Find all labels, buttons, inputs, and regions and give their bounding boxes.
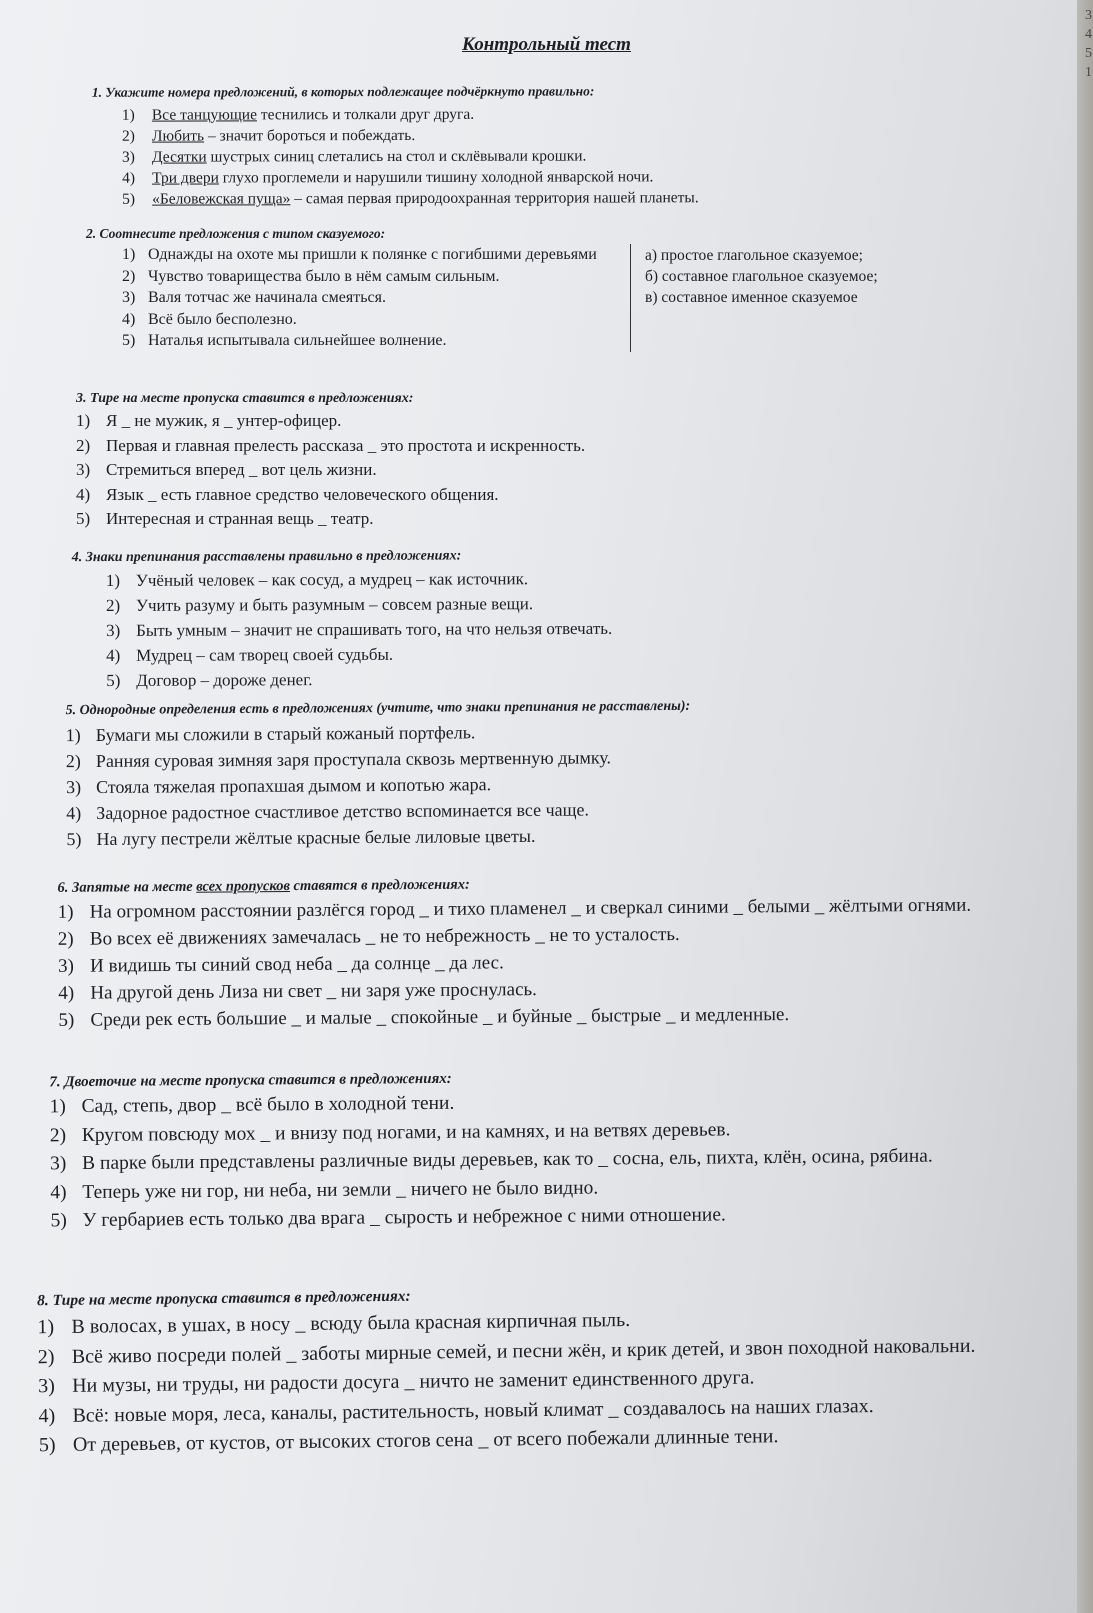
question-6: [57, 872, 1038, 1034]
option-number: 5): [66, 829, 82, 850]
underlined-subject: «Беловежская пуща»: [152, 190, 291, 208]
predicate-types-column: [631, 244, 878, 352]
predicate-type: а) простое глагольное сказуемое;: [645, 247, 863, 264]
option-text: Ни музы, ни труды, ни радости досуга _ ничто не заменит единственного друга.: [72, 1366, 755, 1397]
margin-digit: 5: [1085, 46, 1092, 61]
predicate-type: в) составное именное сказуемое: [645, 289, 858, 306]
question-3: [76, 391, 585, 532]
document-title: Контрольный тест: [462, 34, 631, 55]
question-1-option: [92, 103, 699, 126]
question-2-heading: 2. Соотнесите предложения с типом сказуемого:: [86, 226, 386, 241]
option-text: Однажды на охоте мы пришли к полянке с погибшими деревьями: [148, 246, 597, 263]
option-text: Валя тотчас же начинала смеяться.: [148, 289, 386, 306]
option-number: 3): [66, 777, 82, 798]
question-1-option: [92, 187, 699, 210]
underlined-subject: Все танцующие: [151, 106, 257, 124]
margin-digit: 4: [1085, 27, 1092, 42]
option-number: 4): [50, 1181, 67, 1203]
option-number: 4): [66, 803, 82, 824]
option-text: Язык _ есть главное средство человеческого общения.: [106, 484, 499, 504]
option-text: Задорное радостное счастливое детство вспоминается все чаще.: [96, 799, 590, 823]
option-text: Во всех её движениях замечалась _ не то небрежность _ не то усталость.: [89, 923, 680, 950]
option-number: 4): [106, 645, 121, 666]
option-number: 1): [65, 725, 81, 746]
option-number: 2): [121, 127, 135, 145]
question-1-heading: 1. Укажите номера предложений, в которых подлежащее подчёркнуто правильно:: [91, 83, 595, 100]
option-number: 1): [76, 411, 91, 430]
option-text: Кругом повсюду мох _ и внизу под ногами, и на камнях, и на ветвях деревьев.: [81, 1118, 731, 1146]
option-text: [152, 104, 474, 126]
question-1-option: [92, 166, 699, 189]
option-number: 2): [57, 928, 74, 950]
heading-part: 6. Запятые на месте: [57, 878, 197, 896]
matching-table: [86, 244, 986, 352]
option-number: 2): [105, 595, 121, 616]
question-1: [92, 83, 699, 210]
option-number: 5): [122, 332, 136, 349]
option-number: 4): [58, 982, 75, 1004]
option-text: [152, 187, 699, 209]
question-7: [49, 1066, 1040, 1236]
heading-part: ставятся в предложениях:: [289, 876, 470, 895]
question-8: [37, 1280, 1059, 1461]
option-text-rest: глухо проглемели и нарушили тишину холодной январской ночи.: [218, 168, 654, 187]
option-text: [152, 166, 653, 188]
option-number: 3): [38, 1375, 55, 1398]
question-2-sentence: [122, 266, 622, 288]
question-1-option: [92, 124, 699, 147]
question-7-heading: 7. Двоеточие на месте пропуска ставится в предложениях:: [49, 1070, 452, 1091]
option-text: В парке были представлены различные виды деревьев, как то _ сосна, ель, пихта, клён, осина, рябина.: [82, 1145, 933, 1175]
option-text: Интересная и странная вещь _ театр.: [106, 509, 374, 528]
question-2: [86, 226, 986, 352]
option-text-rest: – значит бороться и побеждать.: [204, 126, 416, 145]
option-text: [152, 125, 415, 147]
option-number: 5): [58, 1009, 75, 1031]
sentences-column: [86, 244, 631, 352]
option-text: Учить разуму и быть разумным – совсем разные вещи.: [135, 594, 534, 615]
option-number: 1): [122, 246, 136, 263]
question-2-sentence: [122, 309, 622, 331]
option-text: Сад, степь, двор _ всё было в холодной тени.: [81, 1092, 455, 1118]
option-text: Стремиться вперед _ вот цель жизни.: [106, 460, 377, 479]
option-text: В волосах, в ушах, в носу _ всюду была красная кирпичная пыль.: [71, 1308, 631, 1338]
option-number: 2): [76, 435, 91, 455]
option-text: Чувство товарищества было в нём самым сильным.: [148, 267, 500, 285]
option-number: 4): [38, 1404, 56, 1427]
question-3-option: [76, 507, 585, 532]
question-3-option: [76, 434, 585, 459]
option-number: 4): [122, 310, 136, 328]
option-text: У гербариев есть только два врага _ сырость и небрежное с ними отношение.: [82, 1204, 726, 1232]
option-text: Учёный человек – как сосуд, а мудрец – как источник.: [135, 569, 529, 590]
option-number: 3): [122, 148, 135, 166]
option-text: Бумаги мы сложили в старый кожаный портфель.: [95, 722, 476, 745]
option-number: 1): [49, 1096, 66, 1118]
question-3-option: [76, 409, 585, 434]
question-4-option: [72, 566, 612, 593]
question-5: [65, 699, 691, 852]
option-text: От деревьев, от кустов, от высоких стогов сена _ от всего побежали длинные тени.: [72, 1425, 779, 1456]
option-text: Теперь уже ни гор, ни неба, ни земли _ ничего не было видно.: [82, 1177, 599, 1203]
option-number: 2): [49, 1124, 67, 1146]
option-text: На другой день Лиза ни свет _ ни заря уже проснулась.: [90, 979, 537, 1004]
option-text-rest: теснились и толкали друг друга.: [256, 105, 475, 124]
option-number: 3): [58, 955, 74, 977]
option-number: 5): [50, 1210, 67, 1232]
option-number: 5): [106, 670, 121, 691]
option-text: Наталья испытывала сильнейшее волнение.: [148, 332, 447, 349]
underlined-subject: Любить: [151, 127, 205, 145]
option-number: 1): [121, 106, 135, 124]
option-text: И видишь ты синий свод неба _ да солнце _ да лес.: [90, 952, 504, 977]
option-number: 1): [57, 901, 74, 923]
question-2-sentence: [122, 330, 622, 352]
option-number: 5): [122, 190, 136, 208]
option-number: 3): [50, 1153, 67, 1175]
option-number: 1): [105, 570, 121, 591]
margin-digit: 1: [1085, 65, 1092, 80]
page-edge: [1077, 0, 1093, 1613]
option-number: 3): [122, 289, 136, 306]
heading-underlined: всех пропусков: [196, 878, 290, 895]
question-4-option: [72, 616, 612, 643]
question-3-option: [76, 483, 585, 508]
question-4-option: [72, 591, 612, 618]
question-5-option: [66, 822, 691, 852]
question-3-option: [76, 458, 585, 483]
question-2-sentence: [122, 287, 622, 309]
option-number: 2): [65, 751, 81, 772]
margin-digit: 3: [1085, 8, 1092, 23]
option-text: Всё: новые моря, леса, каналы, растительность, новый климат _ создавалось на наших глазах.: [72, 1394, 874, 1427]
option-number: 5): [76, 509, 91, 528]
option-text: На огромном расстоянии разлёгся город _ и тихо пламенел _ и сверкал синими _ белыми _ жёлтыми огнями.: [89, 894, 972, 923]
option-number: 2): [122, 267, 136, 285]
option-text: Мудрец – сам творец своей судьбы.: [136, 644, 394, 665]
question-5-option: [66, 744, 691, 774]
option-number: 4): [122, 169, 136, 187]
underlined-subject: Десятки: [152, 148, 207, 166]
question-3-heading: 3. Тире на месте пропуска ставится в предложениях:: [76, 391, 414, 406]
option-text: [152, 145, 586, 167]
option-text: Первая и главная прелесть рассказа _ это простота и искренность.: [106, 435, 586, 455]
option-number: 4): [76, 484, 91, 504]
option-number: 3): [76, 460, 91, 479]
option-text: Договор – дороже денег.: [136, 670, 313, 690]
option-text: Стояла тяжелая пропахшая дымом и копотью жара.: [96, 774, 492, 797]
question-4-option: [72, 666, 612, 693]
question-4-option: [72, 641, 612, 668]
option-number: 5): [38, 1434, 56, 1457]
option-text: Всё живо посреди полей _ заботы мирные семей, и песни жён, и крик детей, и звон походной наковальни.: [71, 1334, 976, 1368]
option-number: 2): [37, 1345, 55, 1368]
underlined-subject: Три двери: [152, 169, 219, 187]
question-2-sentence: [122, 244, 622, 266]
option-text: На лугу пестрели жёлтые красные белые лиловые цветы.: [96, 825, 536, 849]
question-5-heading: 5. Однородные определения есть в предложениях (учтите, что знаки препинания не расставлены):: [65, 698, 691, 719]
question-1-option: [92, 145, 699, 168]
option-text-rest: – самая первая природоохранная территория нашей планеты.: [290, 189, 699, 208]
option-text: Среди рек есть большие _ и малые _ спокойные _ и буйные _ быстрые _ и медленные.: [90, 1004, 790, 1031]
option-text: Я _ не мужик, я _ унтер-офицер.: [106, 411, 342, 430]
option-number: 1): [37, 1316, 55, 1339]
question-8-heading: 8. Тире на месте пропуска ставится в предложениях:: [37, 1287, 411, 1310]
option-number: 3): [106, 620, 121, 641]
option-text: Быть умным – значит не спрашивать того, на что нельзя отвечать.: [135, 618, 613, 640]
option-text-rest: шустрых синиц слетались на стол и склёвывали крошки.: [206, 147, 587, 166]
option-text: Ранняя суровая зимняя заря проступала сквозь мертвенную дымку.: [95, 747, 612, 771]
predicate-type: б) составное глагольное сказуемое;: [645, 268, 878, 285]
question-4: [72, 548, 613, 693]
option-text: Всё было бесполезно.: [148, 310, 297, 328]
question-4-heading: 4. Знаки препинания расставлены правильно в предложениях:: [71, 548, 462, 566]
